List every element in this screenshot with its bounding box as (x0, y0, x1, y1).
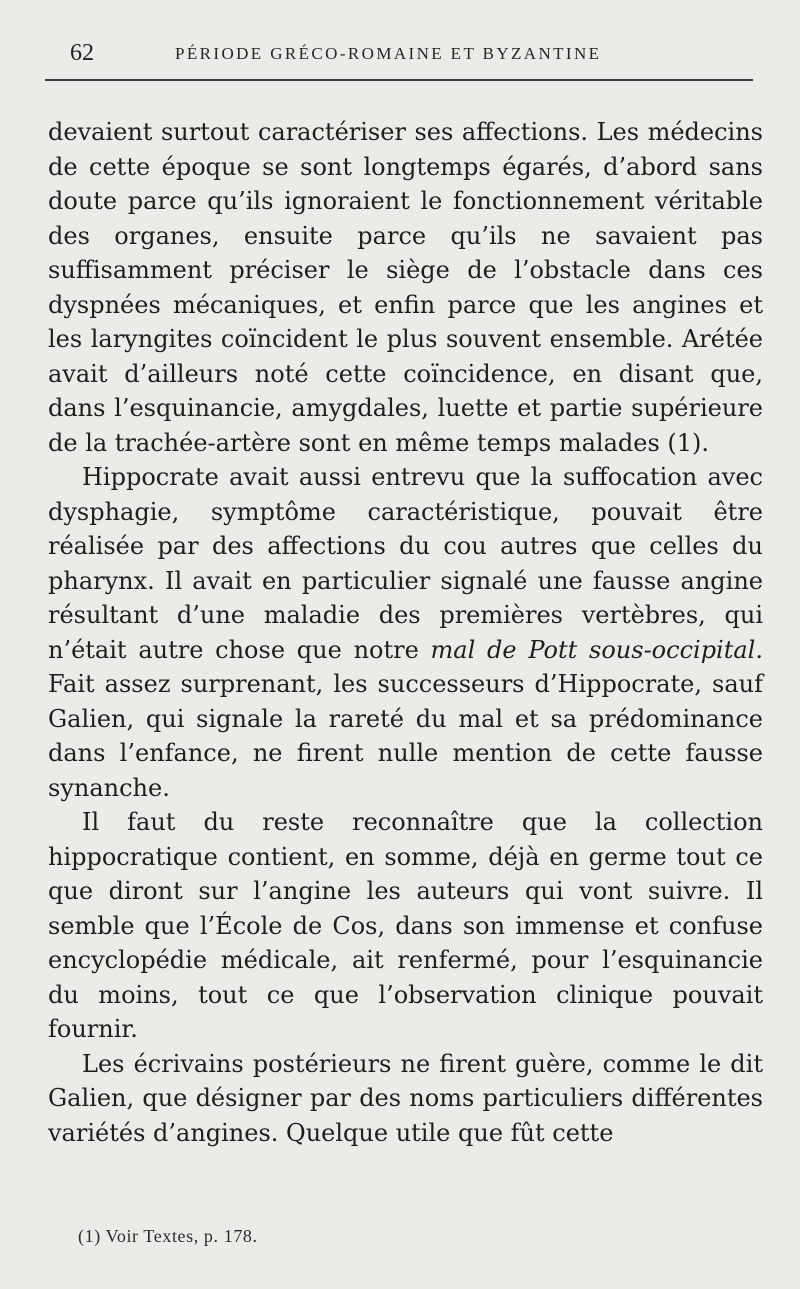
paragraph-4 (48, 1047, 763, 1151)
page-number: 62 (70, 40, 94, 66)
paragraph-1-text: devaient surtout caractériser ses affections. Les médecins de cette époque se sont longtemps égarés, d’abord sans doute parce qu’ils ignoraient le fonctionnement véritable des organes, ensuite parce qu’ils ne savaient pas suffisamment préciser le siège de l’obstacle dans ces dyspnées mécaniques, et enfin parce que les angines et les laryngites coïncident le plus souvent ensemble. Arétée avait d’ailleurs noté cette coïncidence, en disant que, dans l’esquinancie, amygdales, luette et partie supérieure de la trachée-artère sont en même temps malades (1). (48, 118, 763, 457)
paragraph-2-text-end: Fait assez surprenant, les successeurs d’Hippocrate, sauf Galien, qui signale la rareté du mal et sa prédominance dans l’enfance, ne firent nulle mention de cette fausse synanche. (48, 670, 763, 802)
paragraph-3-text: Il faut du reste reconnaître que la collection hippocratique contient, en somme, déjà en germe tout ce que diront sur l’angine les auteurs qui vont suivre. Il semble que l’École de Cos, dans son immense et confuse encyclopédie médicale, ait renfermé, pour l’esquinancie du moins, tout ce que l’observation clinique pouvait fournir. (48, 808, 763, 1043)
running-head (0, 36, 800, 70)
paragraph-2 (48, 460, 763, 805)
paragraph-1 (48, 115, 763, 460)
paragraph-4-text: Les écrivains postérieurs ne firent guère, comme le dit Galien, que désigner par des noms particuliers différentes variétés d’angines. Quelque utile que fût cette (48, 1049, 763, 1147)
body-text (48, 115, 763, 1150)
header-rule (45, 79, 753, 81)
footnote: (1) Voir Textes, p. 178. (78, 1226, 258, 1246)
paragraph-2-text: Hippocrate avait aussi entrevu que la suffocation avec dysphagie, symptôme caractéristique, pouvait être réalisée par des affections du cou autres que celles du pharynx. Il avait en particulier signalé une fausse angine résultant d’une maladie des premières vertèbres, qui n’était autre chose que notre (48, 463, 763, 664)
paragraph-3 (48, 805, 763, 1047)
paragraph-2-italic: mal de Pott sous-occipital. (430, 635, 763, 664)
running-title: PÉRIODE GRÉCO-ROMAINE ET BYZANTINE (175, 44, 602, 63)
